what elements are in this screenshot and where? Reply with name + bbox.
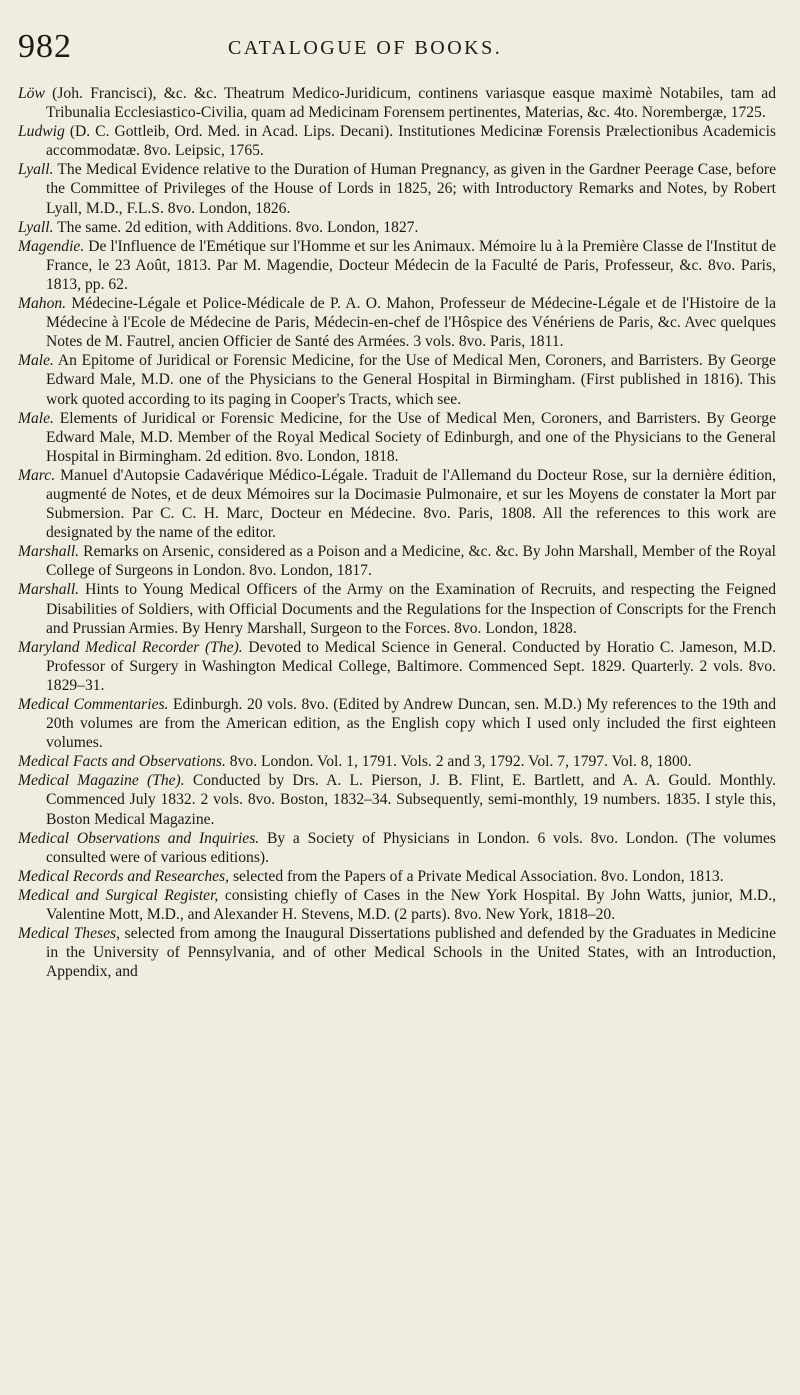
- entry-text: De l'Influence de l'Emétique sur l'Homme et sur les Animaux. Mémoire lu à la Première Classe de l'Institut de France, le 23 Août, 1813. Par M. Magendie, Docteur Médecin de la Faculté de Paris, Professeur, &c. 8vo. Paris, 1813, pp. 62.: [46, 237, 776, 293]
- entry-text: Remarks on Arsenic, considered as a Poison and a Medicine, &c. &c. By John Marshall, Member of the Royal College of Surgeons in London. 8vo. London, 1817.: [46, 543, 777, 580]
- entry-text: (D. C. Gottleib, Ord. Med. in Acad. Lips. Decani). Institutiones Medicinæ Forensis Prælectionibus Academicis accommodatæ. 8vo. Leipsic, 1765.: [46, 123, 776, 160]
- entry-heading: Magendie.: [18, 237, 85, 255]
- entry-text: Elements of Juridical or Forensic Medicine, for the Use of Medical Men, Coroners, and Barristers. By George Edward Male, M.D. Member of the Royal Medical Society of Edinburgh, and one of the Physicians to the General Hospital in Birmingham. 2d edition. 8vo. London, 1818.: [46, 409, 776, 465]
- entry-text: Edinburgh. 20 vols. 8vo. (Edited by Andrew Duncan, sen. M.D.) My references to the 19th and 20th volumes are from the American edition, as the English copy which I used only included the first eighteen volumes.: [46, 696, 776, 752]
- catalogue-entry: [18, 695, 776, 752]
- catalogue-entry: [18, 542, 776, 580]
- catalogue-entry: [18, 294, 776, 351]
- entry-text: Devoted to Medical Science in General. Conducted by Horatio C. Jameson, M.D. Professor of Surgery in Washington Medical College, Baltimore. Commenced Sept. 1829. Quarterly. 2 vols. 8vo. 1829–31.: [46, 638, 777, 694]
- catalogue-entry: [18, 409, 776, 466]
- entry-text: Conducted by Drs. A. L. Pierson, J. B. Flint, E. Bartlett, and A. A. Gould. Monthly. Commenced July 1832. 2 vols. 8vo. Boston, 1832–34. Subsequently, semi-monthly, 19 numbers. 1835. I style this, Boston Medical Magazine.: [46, 772, 777, 828]
- running-head: [18, 27, 776, 67]
- catalogue-entry: [18, 638, 776, 695]
- entry-heading: Male.: [18, 352, 54, 370]
- catalogue-entry: [18, 752, 776, 771]
- catalogue-entry: [18, 218, 776, 237]
- entry-heading: Löw: [18, 85, 45, 102]
- page-number: 982: [18, 28, 72, 65]
- catalogue-entry: [18, 771, 776, 828]
- entry-text: selected from the Papers of a Private Medical Association. 8vo. London, 1813.: [232, 867, 724, 885]
- entry-text: 8vo. London. Vol. 1, 1791. Vols. 2 and 3, 1792. Vol. 7, 1797. Vol. 8, 1800.: [229, 753, 692, 771]
- entry-text: consisting chiefly of Cases in the New York Hospital. By John Watts, junior, M.D., Valentine Mott, M.D., and Alexander H. Stevens, M.D. (2 parts). 8vo. New York, 1818–20.: [46, 886, 776, 924]
- entry-heading: Medical and Surgical Register,: [18, 886, 219, 904]
- entry-text: The same. 2d edition, with Additions. 8vo. London, 1827.: [57, 218, 419, 236]
- catalogue-entry: [18, 580, 776, 637]
- entry-heading: Medical Magazine (The).: [18, 772, 185, 790]
- catalogue-entry: [18, 466, 776, 542]
- entry-heading: Marshall.: [18, 581, 80, 599]
- catalogue-entries: [18, 84, 776, 981]
- entry-heading: Lyall.: [18, 218, 54, 236]
- entry-heading: Mahon.: [18, 295, 67, 313]
- catalogue-entry: [18, 237, 776, 294]
- catalogue-entry: [18, 160, 776, 217]
- catalogue-entry: [18, 886, 776, 924]
- entry-text: An Epitome of Juridical or Forensic Medicine, for the Use of Medical Men, Coroners, and Barristers. By George Edward Male, M.D. one of the Physicians to the General Hospital in Birmingham. (First published in 1816). This work quoted according to its paging in Cooper's Tracts, which see.: [46, 352, 776, 408]
- entry-heading: Medical Theses,: [18, 925, 120, 943]
- entry-heading: Medical Commentaries.: [18, 696, 169, 713]
- entry-heading: Lyall.: [18, 161, 54, 179]
- entry-heading: Male.: [18, 409, 54, 427]
- catalogue-entry: [18, 829, 776, 867]
- entry-text: (Joh. Francisci), &c. &c. Theatrum Medico-Juridicum, continens variasque easque maximè Notabiles, tam ad Tribunalia Ecclesiastico-Civilia, quam ad Medicinam Forensem pertinentes, Materias, &c. 4to. Norembergæ, 1725.: [46, 85, 776, 122]
- entry-text: selected from among the Inaugural Dissertations published and defended by the Graduates in Medicine in the University of Pennsylvania, and of other Medical Schools in the United States, with an Introduction, Appendix, and: [46, 925, 776, 981]
- entry-text: By a Society of Physicians in London. 6 vols. 8vo. London. (The volumes consulted were of various editions).: [46, 829, 777, 866]
- running-title: CATALOGUE OF BOOKS.: [228, 37, 503, 59]
- catalogue-entry: [18, 84, 776, 122]
- entry-text: The Medical Evidence relative to the Duration of Human Pregnancy, as given in the Gardner Peerage Case, before the Committee of Privileges of the House of Lords in 1825, 26; with Introductory Remarks and Notes, by Robert Lyall, M.D., F.L.S. 8vo. London, 1826.: [46, 161, 776, 217]
- catalogue-entry: [18, 924, 776, 981]
- catalogue-entry: [18, 122, 776, 160]
- entry-heading: Maryland Medical Recorder (The).: [18, 638, 243, 656]
- entry-heading: Medical Facts and Observations.: [18, 753, 226, 771]
- entry-heading: Ludwig: [18, 123, 65, 141]
- entry-heading: Medical Records and Researches,: [18, 867, 230, 885]
- entry-heading: Medical Observations and Inquiries.: [18, 829, 260, 847]
- entry-text: Hints to Young Medical Officers of the Army on the Examination of Recruits, and respecting the Feigned Disabilities of Soldiers, with Official Documents and the Regulations for the Inspection of Conscripts for the French and Prussian Armies. By Henry Marshall, Surgeon to the Forces. 8vo. London, 1828.: [46, 581, 776, 637]
- entry-heading: Marshall.: [18, 543, 80, 561]
- entry-heading: Marc.: [18, 466, 56, 484]
- entry-text: Manuel d'Autopsie Cadavérique Médico-Légale. Traduit de l'Allemand du Docteur Rose, sur la dernière édition, augmenté de Notes, et de deux Mémoires sur la Docimasie Pulmonaire, et sur les Moyens de constater la Mort par Submersion. Par C. C. H. Marc, Docteur en Médecine. 8vo. Paris, 1808. All the references to this work are designated by the name of the editor.: [46, 466, 776, 542]
- entry-text: Médecine-Légale et Police-Médicale de P. A. O. Mahon, Professeur de Médecine-Légale et de l'Histoire de la Médecine à l'Ecole de Médecine de Paris, Médecin-en-chef de l'Hôspice des Vénériens de Paris, &c. Avec quelques Notes de M. Fautrel, ancien Officier de Santé des Armées. 3 vols. 8vo. Paris, 1811.: [46, 295, 776, 351]
- catalogue-entry: [18, 351, 776, 408]
- catalogue-entry: [18, 867, 776, 886]
